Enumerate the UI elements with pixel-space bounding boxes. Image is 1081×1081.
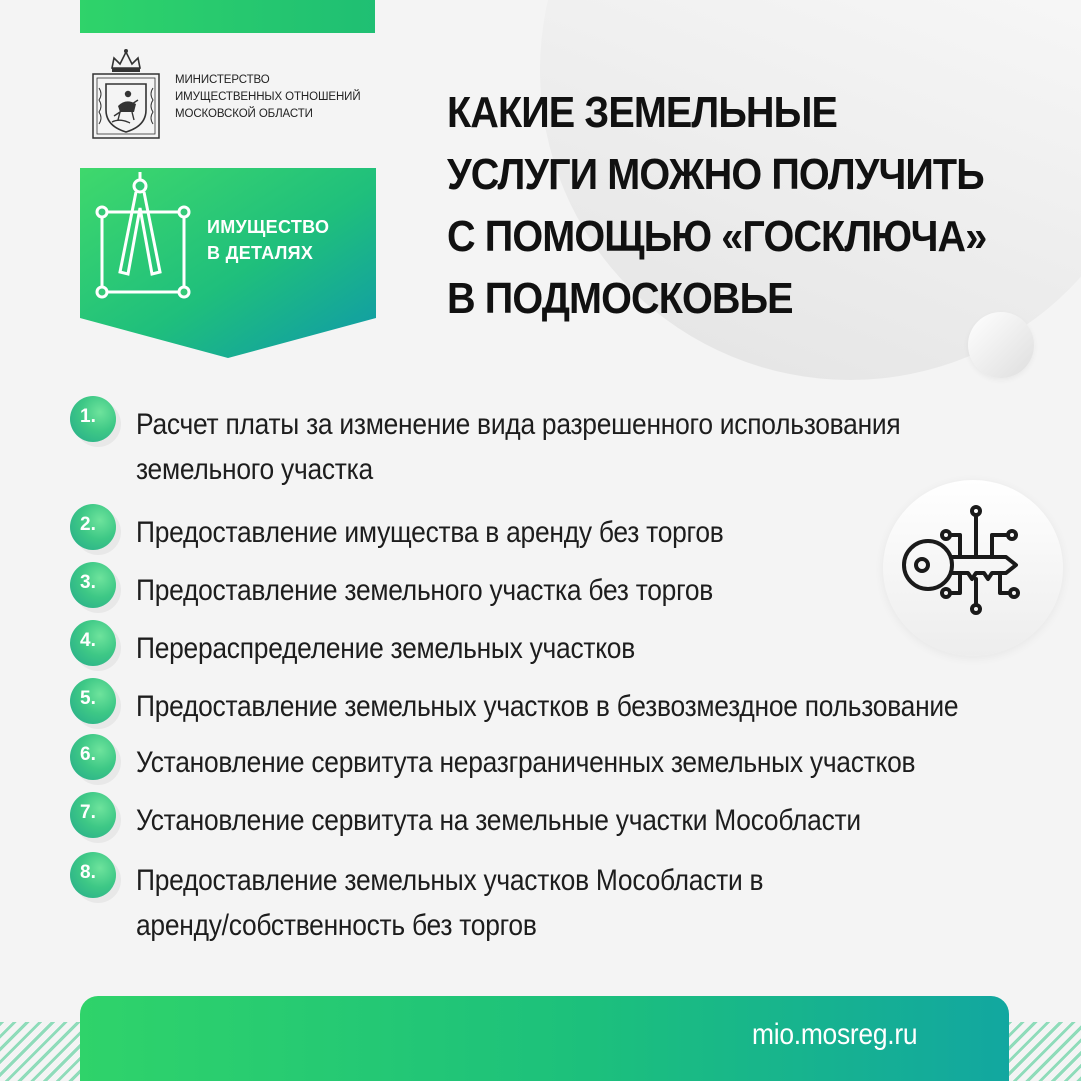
service-text <box>136 740 981 785</box>
service-text <box>136 568 981 613</box>
service-text-line: Перераспределение земельных участков <box>136 632 635 665</box>
number-badge <box>70 396 116 442</box>
number-label: 3. <box>80 572 96 593</box>
ministry-name-line: ИМУЩЕСТВЕННЫХ ОТНОШЕНИЙ <box>175 91 361 103</box>
footer-bar <box>80 996 1009 1081</box>
service-text-line: Установление сервитута на земельные участки Мособласти <box>136 804 861 837</box>
service-text <box>136 684 981 729</box>
coat-of-arms-icon <box>90 44 162 142</box>
service-text <box>136 798 981 843</box>
service-text-line: Предоставление земельного участка без торгов <box>136 574 714 607</box>
service-text-line: земельного участка <box>136 453 373 486</box>
ministry-logo <box>90 44 380 144</box>
badge-title-line: В ДЕТАЛЯХ <box>207 243 314 263</box>
number-label: 5. <box>80 688 96 709</box>
number-label: 8. <box>80 862 96 883</box>
service-text-line: Предоставление земельных участков в безвозмездное пользование <box>136 690 959 723</box>
service-text-line: Предоставление земельных участков Мособласти в <box>136 864 764 897</box>
number-badge <box>70 792 116 838</box>
ministry-name <box>175 72 375 123</box>
title-line: УСЛУГИ МОЖНО ПОЛУЧИТЬ <box>447 150 984 199</box>
number-label: 2. <box>80 514 96 535</box>
service-text <box>136 858 981 948</box>
number-label: 4. <box>80 630 96 651</box>
number-label: 7. <box>80 802 96 823</box>
website-link[interactable]: mio.mosreg.ru <box>752 1018 918 1051</box>
badge-title-line: ИМУЩЕСТВО <box>207 217 330 237</box>
number-badge <box>70 620 116 666</box>
decorative-stripes <box>1008 1022 1081 1081</box>
title-line: С ПОМОЩЬЮ «ГОСКЛЮЧА» <box>447 212 987 261</box>
number-badge <box>70 678 116 724</box>
badge-title <box>207 214 367 266</box>
number-badge <box>70 852 116 898</box>
service-text <box>136 402 981 492</box>
number-badge <box>70 734 116 780</box>
number-badge <box>70 504 116 550</box>
service-text <box>136 510 981 555</box>
title-line: В ПОДМОСКОВЬЕ <box>447 274 793 323</box>
service-text-line: Предоставление имущества в аренду без торгов <box>136 516 724 549</box>
number-badge <box>70 562 116 608</box>
title-line: КАКИЕ ЗЕМЕЛЬНЫЕ <box>447 88 837 137</box>
ministry-name-line: МОСКОВСКОЙ ОБЛАСТИ <box>175 108 313 120</box>
page-title <box>447 82 1005 330</box>
service-text-line: аренду/собственность без торгов <box>136 909 537 942</box>
number-label: 6. <box>80 744 96 765</box>
service-text <box>136 626 981 671</box>
decorative-stripes <box>0 1022 82 1081</box>
top-accent-bar <box>80 0 375 33</box>
number-label: 1. <box>80 406 96 427</box>
digital-key-icon <box>900 505 1030 615</box>
service-text-line: Расчет платы за изменение вида разрешенного использования <box>136 408 901 441</box>
ministry-name-line: МИНИСТЕРСТВО <box>175 74 270 86</box>
service-text-line: Установление сервитута неразграниченных земельных участков <box>136 746 916 779</box>
